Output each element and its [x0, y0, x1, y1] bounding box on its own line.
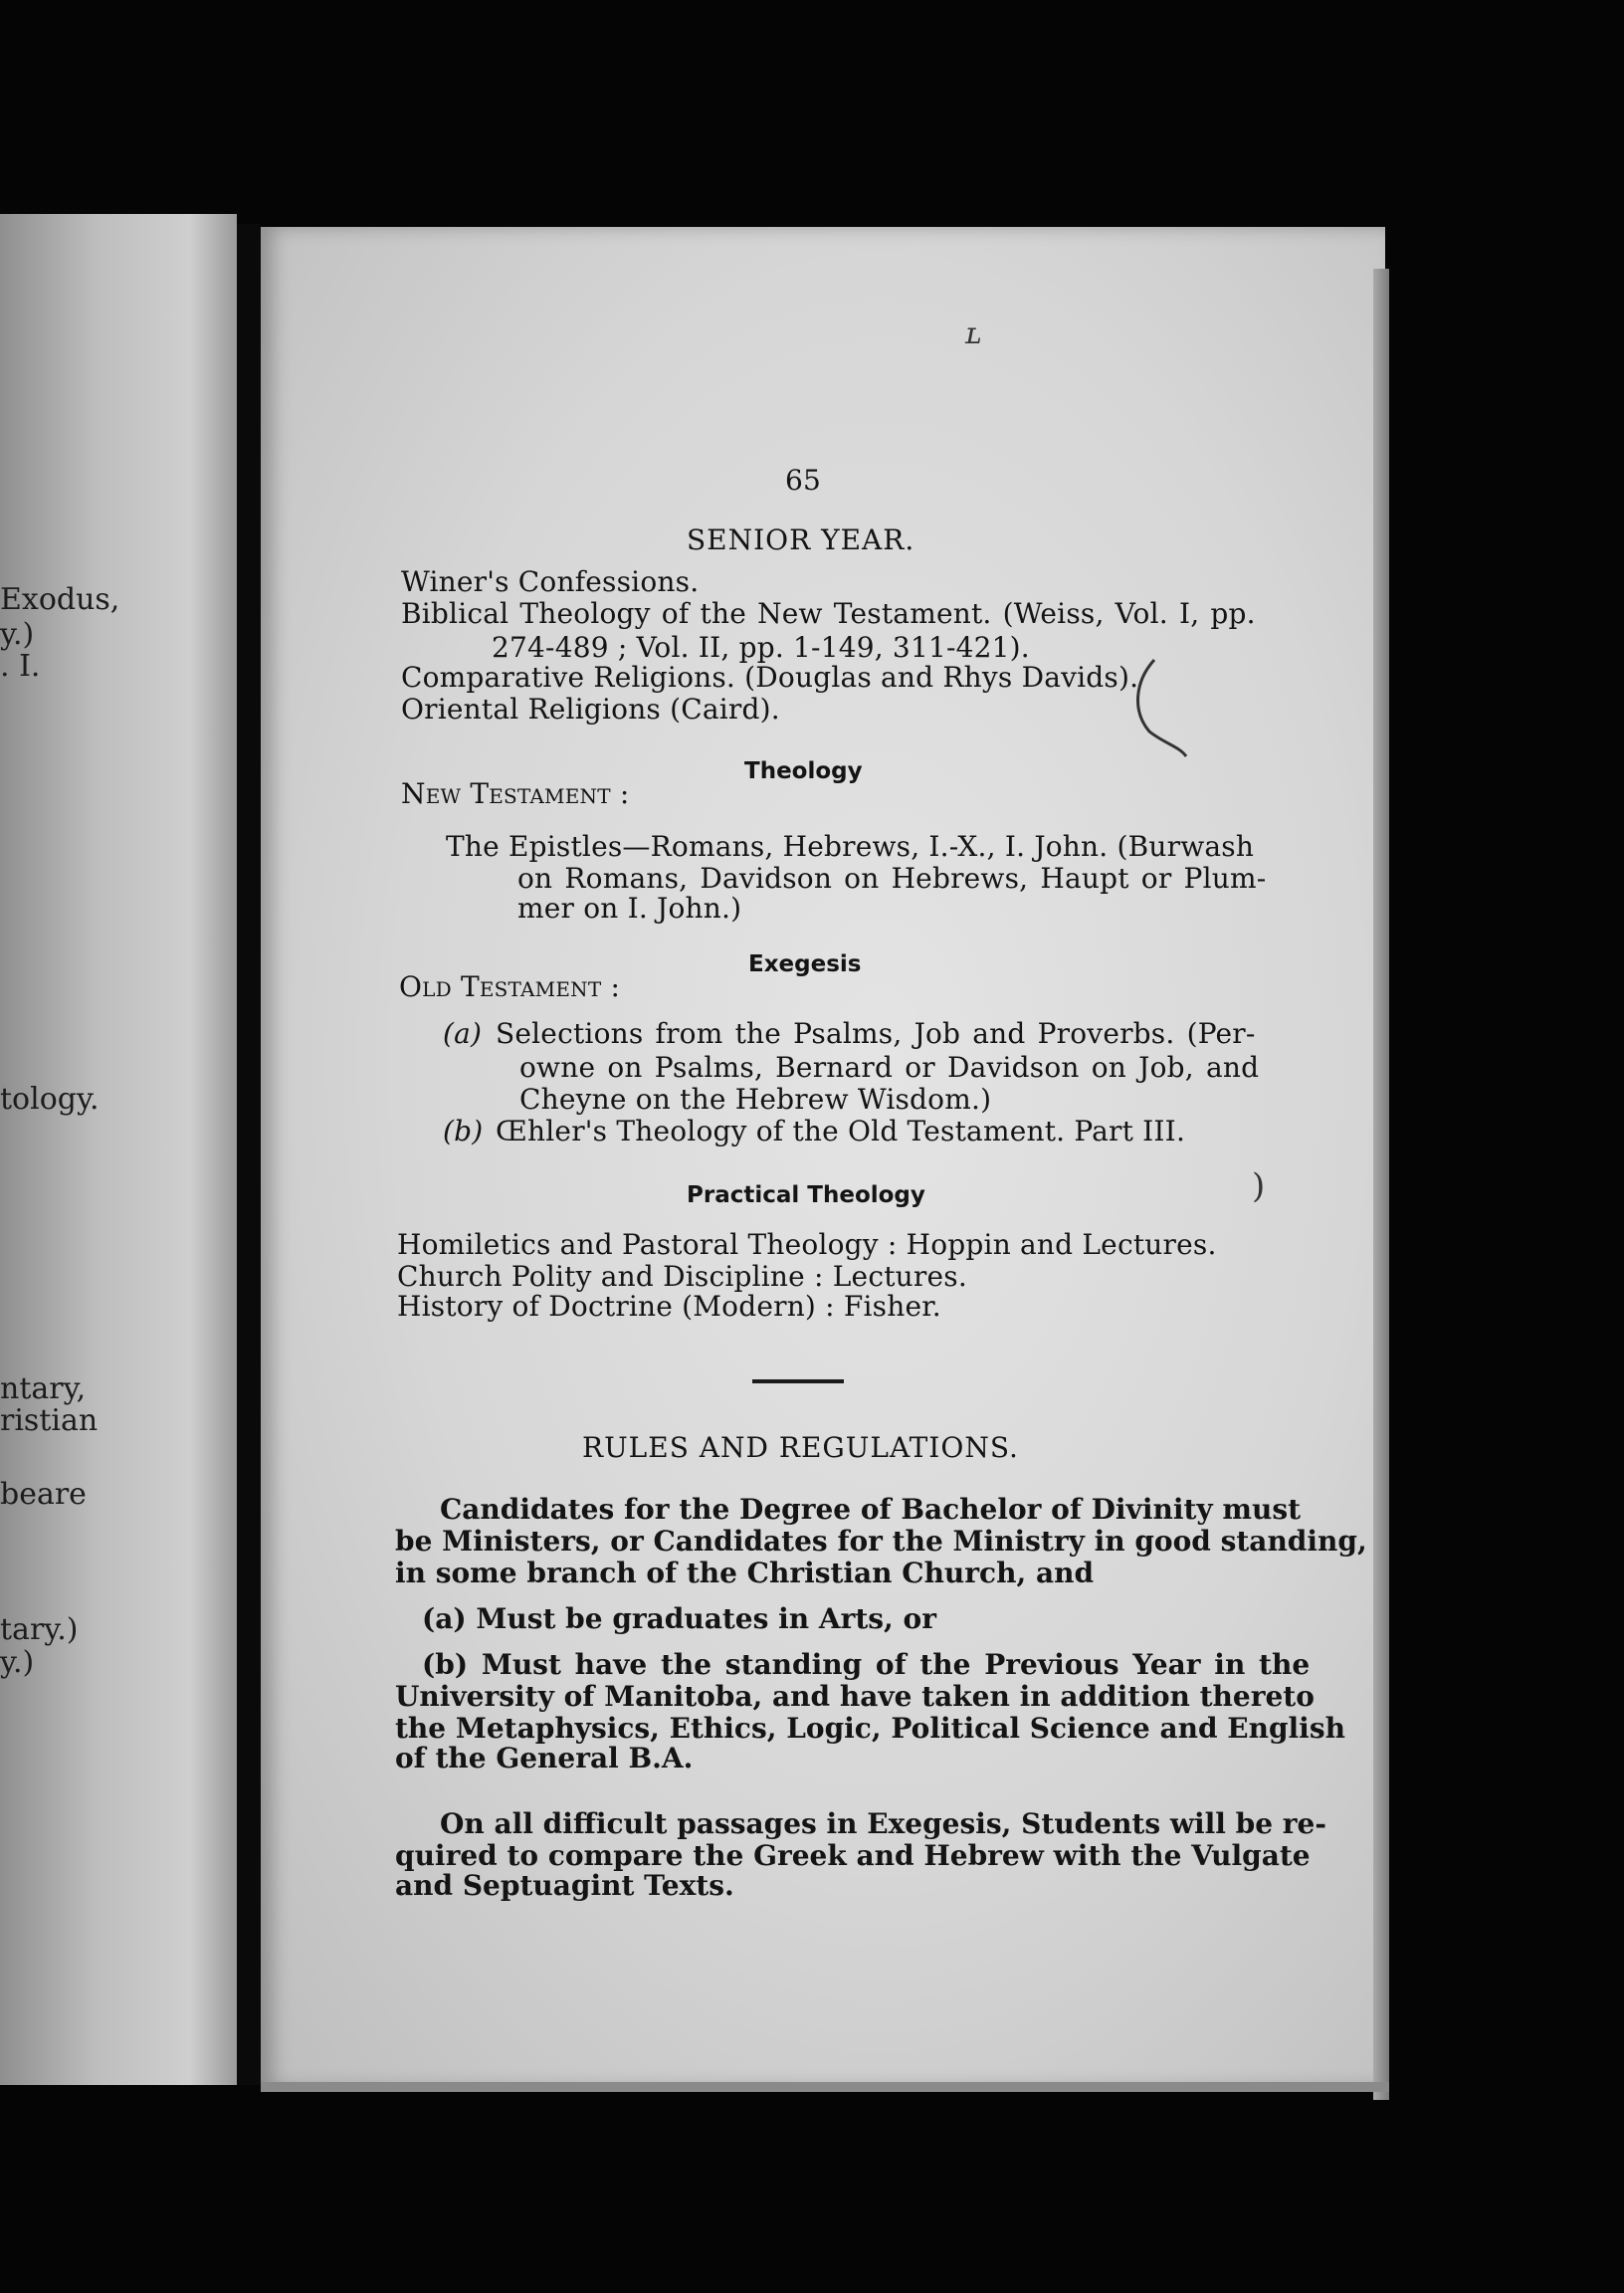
left-page-line: y.) [0, 1645, 35, 1680]
page-edge-bottom [261, 2082, 1389, 2092]
item-label: (b) [443, 1115, 484, 1147]
rules-line: (b) Must have the standing of the Previous Year in the [422, 1648, 1311, 1681]
rules-line: of the General B.A. [395, 1742, 694, 1774]
book-spine [237, 224, 261, 2085]
page-edge [1373, 269, 1389, 2100]
left-page-line: y.) [0, 617, 35, 652]
course-line: mer on I. John.) [517, 892, 742, 925]
course-line: on Romans, Davidson on Hebrews, Haupt or Plum- [517, 862, 1267, 895]
left-page-fragment [0, 214, 237, 2085]
left-page-line: beare [0, 1477, 87, 1512]
section-heading-rules: RULES AND REGULATIONS. [582, 1431, 1019, 1464]
section-heading-practical-theology: Practical Theology [687, 1182, 925, 1208]
rules-line: Candidates for the Degree of Bachelor of Divinity must [440, 1493, 1302, 1526]
left-page-line: tary.) [0, 1612, 79, 1647]
course-line: Selections from the Psalms, Job and Proverbs. (Per- [496, 1017, 1256, 1050]
course-line: Oriental Religions (Caird). [401, 693, 780, 726]
course-line: Winer's Confessions. [401, 565, 700, 598]
section-heading-theology: Theology [744, 758, 863, 784]
left-page-line: . I. [0, 649, 41, 684]
item-label: (a) [443, 1017, 483, 1050]
left-page-line: ristian [0, 1403, 99, 1438]
sub-heading-new-testament: New Testament : [401, 777, 630, 810]
course-line: Church Polity and Discipline : Lectures. [397, 1260, 967, 1293]
course-line: History of Doctrine (Modern) : Fisher. [397, 1290, 941, 1323]
course-line: The Epistles—Romans, Hebrews, I.-X., I. John. (Burwash [446, 830, 1255, 863]
left-page-line: tology. [0, 1082, 100, 1117]
rules-line: On all difficult passages in Exegesis, Students will be re- [440, 1807, 1326, 1840]
course-line: Cheyne on the Hebrew Wisdom.) [519, 1083, 992, 1116]
left-page-line: ntary, [0, 1371, 87, 1406]
section-heading-exegesis: Exegesis [748, 951, 862, 977]
section-divider [752, 1379, 844, 1383]
course-line: owne on Psalms, Bernard or Davidson on Job, and [519, 1051, 1260, 1084]
course-line: Biblical Theology of the New Testament. (Weiss, Vol. I, pp. [401, 597, 1256, 630]
sub-heading-old-testament: Old Testament : [399, 970, 621, 1003]
rules-line: and Septuagint Texts. [395, 1869, 734, 1902]
rules-line: quired to compare the Greek and Hebrew with the Vulgate [395, 1839, 1311, 1872]
rules-line: be Ministers, or Candidates for the Ministry in good standing, [395, 1525, 1367, 1558]
rules-line: in some branch of the Christian Church, and [395, 1557, 1095, 1589]
page-number: 65 [785, 464, 822, 497]
pencil-mark: ) [1252, 1166, 1266, 1206]
pencil-mark: ʟ [965, 316, 982, 351]
rules-line: (a) Must be graduates in Arts, or [422, 1602, 936, 1635]
rules-line: University of Manitoba, and have taken in addition thereto [395, 1680, 1315, 1713]
left-page-line: Exodus, [0, 582, 120, 617]
course-line: Homiletics and Pastoral Theology : Hoppin and Lectures. [397, 1228, 1217, 1261]
course-line: Œhler's Theology of the Old Testament. Part III. [496, 1115, 1186, 1147]
section-heading-senior-year: SENIOR YEAR. [687, 523, 915, 556]
rules-line: the Metaphysics, Ethics, Logic, Political Science and English [395, 1712, 1345, 1745]
course-line: Comparative Religions. (Douglas and Rhys Davids). [401, 661, 1139, 694]
course-line: 274-489 ; Vol. II, pp. 1-149, 311-421). [492, 631, 1030, 664]
